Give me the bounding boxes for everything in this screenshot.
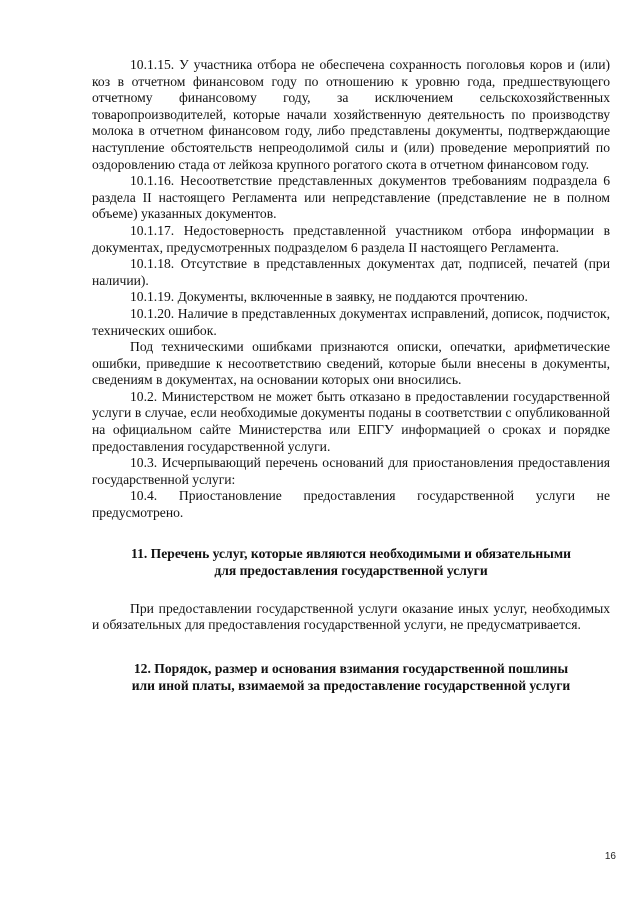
page-content <box>92 57 610 694</box>
paragraph-10-4: 10.4. Приостановление предоставления государственной услуги не предусмотрено. <box>92 488 610 521</box>
paragraph-10-1-16: 10.1.16. Несоответствие представленных документов требованиям подраздела 6 раздела II настоящего Регламента или непредставление (представление не в полном объеме) указанных документов. <box>92 173 610 222</box>
paragraph-10-1-15: 10.1.15. У участника отбора не обеспечена сохранность поголовья коров и (или) коз в отчетном финансовом году по отношению к уровню года, предшествующего отчетному финансовому году, за исключением сельскохозяйственных товаропроизводителей, которые начали хозяйственную деятельность по производству молока в отчетном финансовом году, либо представлены документы, подтверждающие наступление обстоятельств непреодолимой силы и (или) проведение мероприятий по оздоровлению стада от лейкоза крупного рогатого скота в отчетном финансовом году. <box>92 57 610 172</box>
section-12-heading-line1: 12. Порядок, размер и основания взимания государственной пошлины <box>133 660 569 676</box>
paragraph-10-3: 10.3. Исчерпывающий перечень оснований для приостановления предоставления государственной услуги: <box>92 455 610 487</box>
paragraph-10-2: 10.2. Министерством не может быть отказано в предоставлении государственной услуги в случае, если необходимые документы поданы в соответствии с опубликованной на официальном сайте Министерства или ЕПГУ информацией о сроках и порядке предоставления государственной услуги. <box>92 388 610 454</box>
paragraph-10-1-20: 10.1.20. Наличие в представленных документах исправлений, дописок, подчисток, технических ошибок. <box>92 305 610 338</box>
page-number: 16 <box>604 851 616 862</box>
section-11-heading <box>92 545 610 579</box>
section-11-body: При предоставлении государственной услуги оказание иных услуг, необходимых и обязательных для предоставления государственной услуги, не предусматривается. <box>92 600 610 633</box>
section-11-heading-line2: для предоставления государственной услуги <box>214 562 488 578</box>
paragraph-10-1-18: 10.1.18. Отсутствие в представленных документах дат, подписей, печатей (при наличии). <box>92 256 610 288</box>
paragraph-10-1-19: 10.1.19. Документы, включенные в заявку, не поддаются прочтению. <box>130 289 528 305</box>
section-12-heading-line2: или иной платы, взимаемой за предоставление государственной услуги <box>131 677 571 693</box>
section-11-heading-line1: 11. Перечень услуг, которые являются необходимыми и обязательными <box>131 545 571 561</box>
paragraph-technical-errors: Под техническими ошибками признаются описки, опечатки, арифметические ошибки, приведшие к несоответствию сведений, которые были внесены в документы, сведениям в документах, на основании которых они вносились. <box>92 339 610 388</box>
paragraph-10-1-17: 10.1.17. Недостоверность представленной участником отбора информации в документах, предусмотренных подразделом 6 раздела II настоящего Регламента. <box>92 222 610 255</box>
section-12-heading <box>92 660 610 694</box>
